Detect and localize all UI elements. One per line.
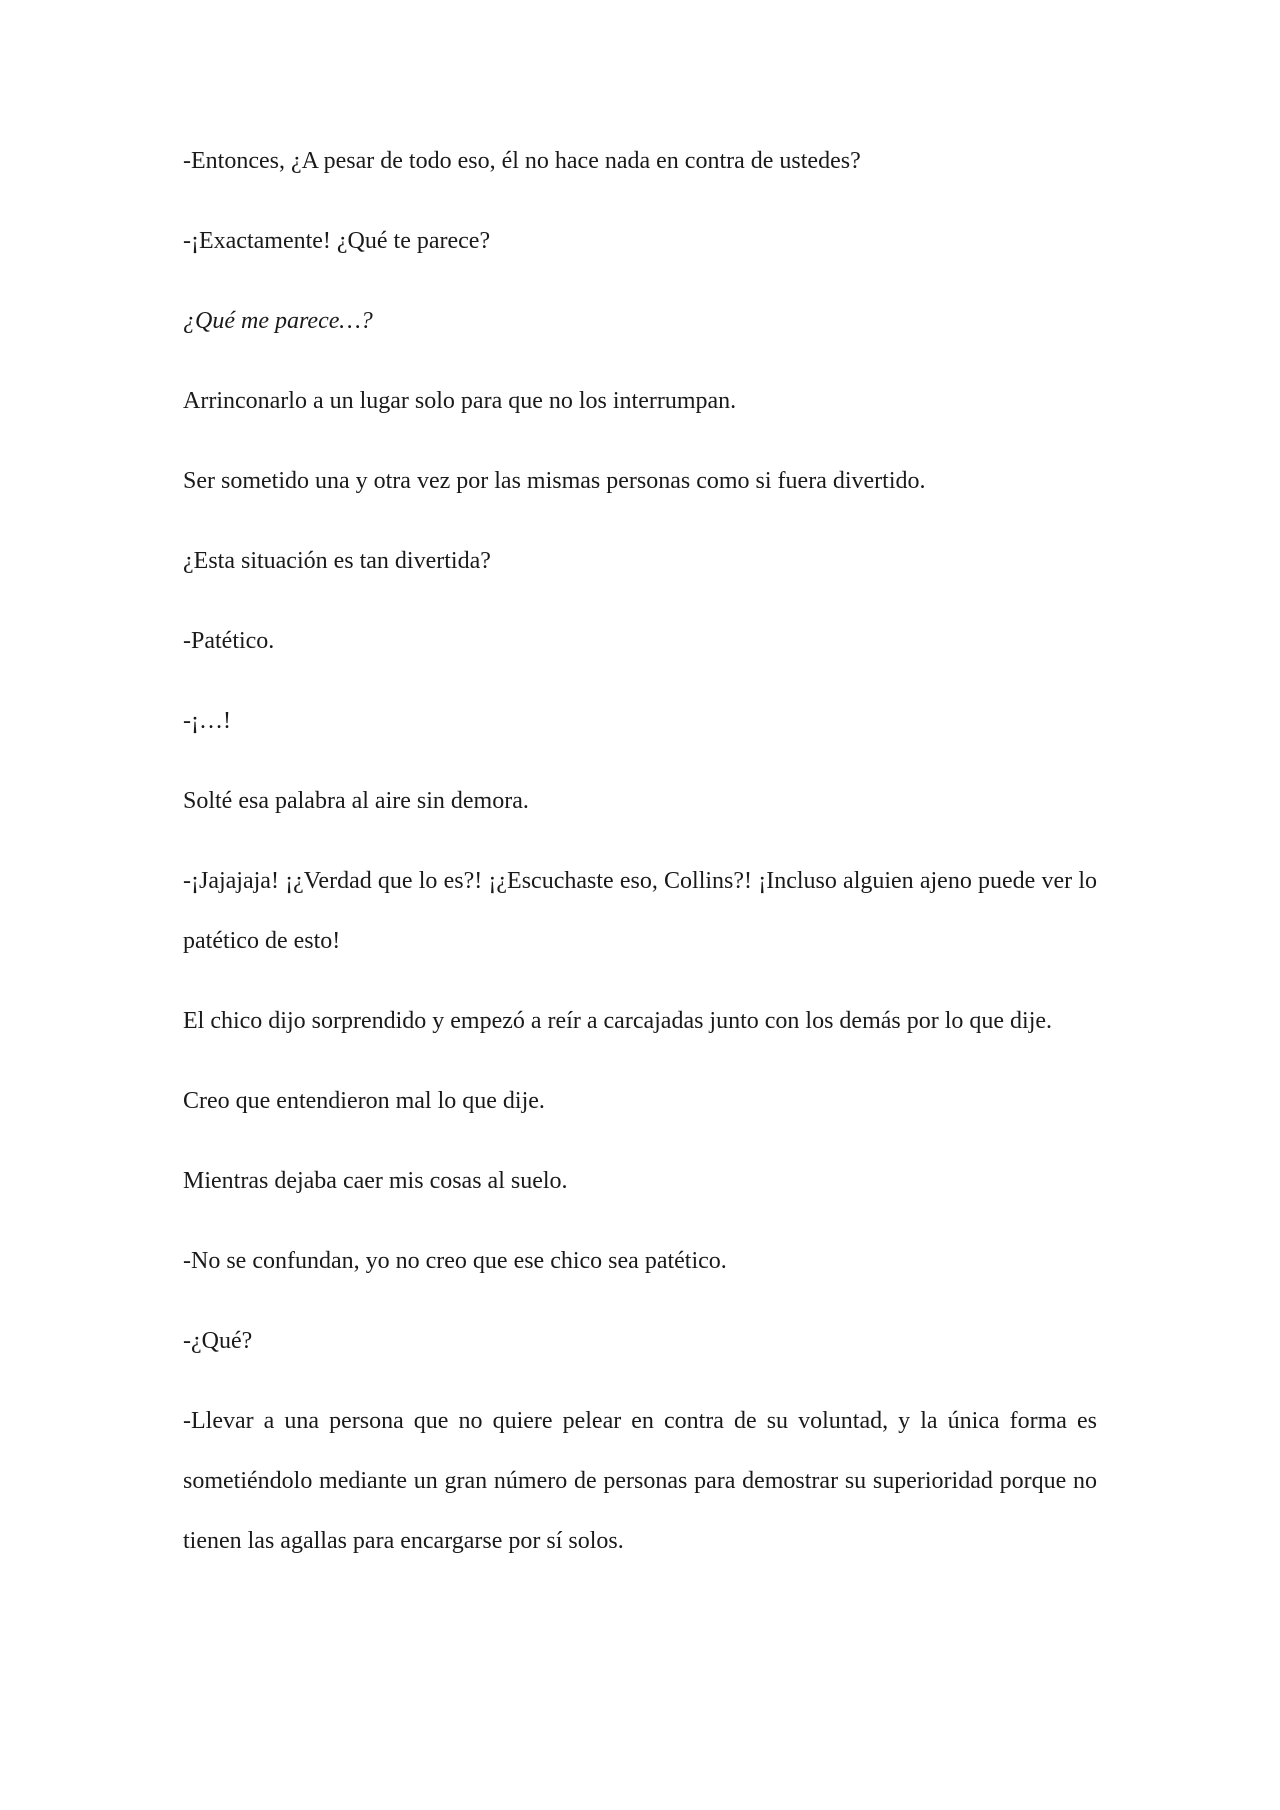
paragraph-5: Ser sometido una y otra vez por las mismas personas como si fuera divertido. bbox=[183, 468, 926, 494]
paragraph-12: Creo que entendieron mal lo que dije. bbox=[183, 1088, 545, 1114]
paragraph-3: ¿Qué me parece…? bbox=[183, 308, 373, 334]
paragraph-4: Arrinconarlo a un lugar solo para que no los interrumpan. bbox=[183, 388, 737, 414]
paragraph-1: -Entonces, ¿A pesar de todo eso, él no hace nada en contra de ustedes? bbox=[183, 148, 861, 174]
paragraph-16: -Llevar a una persona que no quiere pelear en contra de su voluntad, y la única forma es sometiéndolo mediante un gran número de personas para demostrar su superioridad porque no tienen las agallas para encargarse por sí solos. bbox=[183, 1408, 1097, 1554]
paragraph-15: -¿Qué? bbox=[183, 1328, 253, 1354]
paragraph-8: -¡…! bbox=[183, 708, 231, 734]
paragraph-2: -¡Exactamente! ¿Qué te parece? bbox=[183, 228, 491, 254]
paragraph-13: Mientras dejaba caer mis cosas al suelo. bbox=[183, 1168, 568, 1194]
paragraph-14: -No se confundan, yo no creo que ese chico sea patético. bbox=[183, 1248, 727, 1274]
document-body bbox=[183, 146, 1097, 1606]
paragraph-11: El chico dijo sorprendido y empezó a reír a carcajadas junto con los demás por lo que dije. bbox=[183, 1008, 1053, 1034]
paragraph-9: Solté esa palabra al aire sin demora. bbox=[183, 788, 529, 814]
paragraph-6: ¿Esta situación es tan divertida? bbox=[183, 548, 491, 574]
paragraph-10: -¡Jajajaja! ¡¿Verdad que lo es?! ¡¿Escuchaste eso, Collins?! ¡Incluso alguien ajeno puede ver lo patético de esto! bbox=[183, 868, 1097, 954]
paragraph-7: -Patético. bbox=[183, 628, 275, 654]
